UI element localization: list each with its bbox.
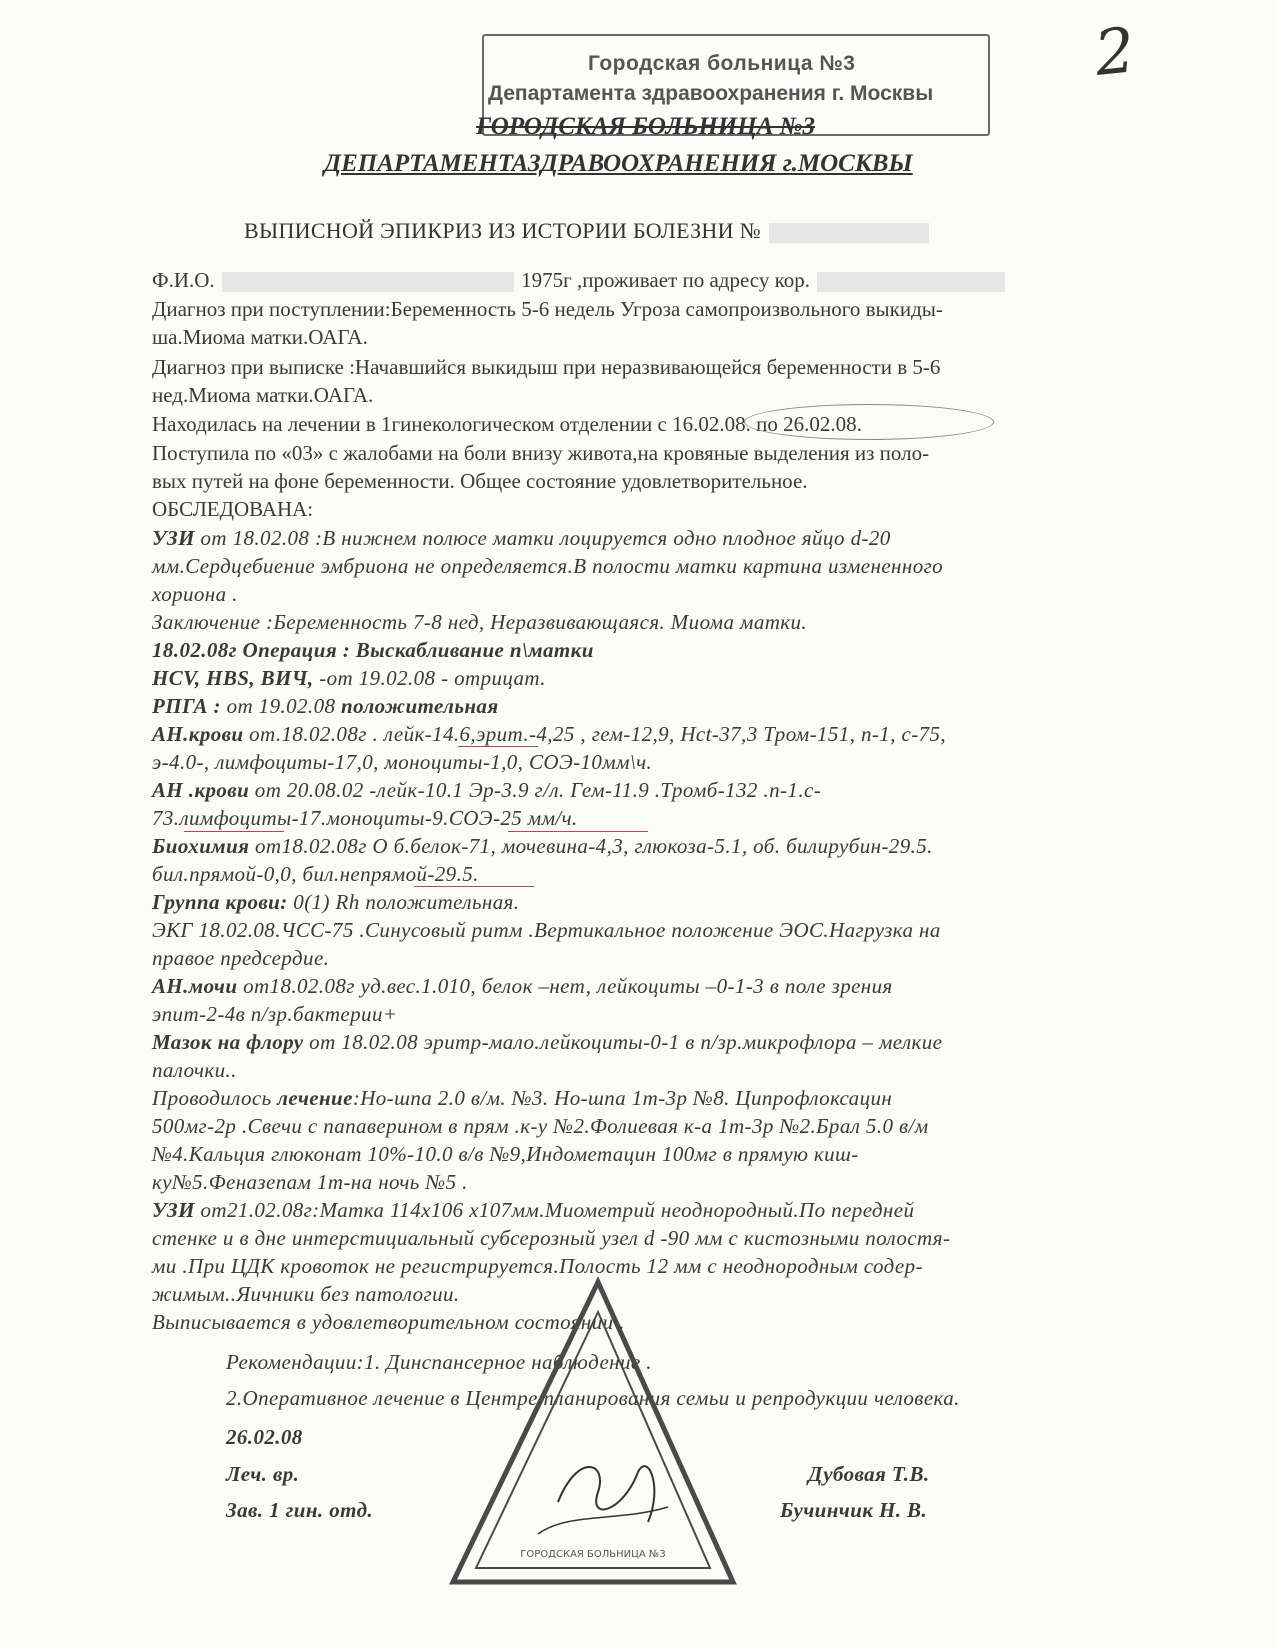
document-title-text: ВЫПИСНОЙ ЭПИКРИЗ ИЗ ИСТОРИИ БОЛЕЗНИ № xyxy=(244,218,761,243)
head-name: Бучинчик Н. В. xyxy=(780,1498,928,1522)
examined-heading: ОБСЛЕДОВАНА: xyxy=(152,497,314,521)
discharge-date: 26.02.08 xyxy=(226,1425,303,1449)
seal-text: ГОРОДСКАЯ БОЛЬНИЦА №3 xyxy=(520,1549,666,1560)
treatment xyxy=(152,1086,892,1111)
flora-smear-label: Мазок на флору xyxy=(152,1030,304,1054)
handdrawn-underline xyxy=(508,831,648,832)
rpga-label: РПГА : xyxy=(152,694,221,718)
ultrasound-2-text: от21.02.08г:Матка 114х106 х107мм.Миометрий неоднородный.По передней xyxy=(194,1198,915,1222)
ultrasound-1-cont-1: мм.Сердцебиение эмбриона не определяется.В полости матки картина измененного xyxy=(152,554,944,578)
head-label: Зав. 1 гин. отд. xyxy=(226,1498,374,1522)
blood-test-2 xyxy=(152,778,821,803)
biochemistry-cont: бил.прямой-0,0, бил.непрямой-29.5. xyxy=(152,862,479,886)
treatment-cont-3: ку№5.Феназепам 1т-на ночь №5 . xyxy=(152,1170,468,1194)
conclusion: Заключение :Беременность 7-8 нед, Неразвивающаяся. Миома матки. xyxy=(152,610,808,634)
recommendation-1: Рекомендации:1. Динспансерное наблюдение . xyxy=(226,1350,652,1374)
blood-test-1-cont: э-4.0-, лимфоциты-17,0, моноциты-1,0, СОЭ-10мм\ч. xyxy=(152,750,653,774)
rpga-date: от 19.02.08 xyxy=(220,694,342,718)
operation: 18.02.08г Операция : Выскабливание п\матки xyxy=(152,638,594,662)
blood-test-1-text: от.18.02.08г . лейк-14.6,эрит.-4,25 , гем-12,9, Hct-37,3 Тром-151, п-1, с-75, xyxy=(243,722,947,746)
blood-group xyxy=(152,890,519,915)
biochemistry-text: от18.02.08г О б.белок-71, мочевина-4,3, глюкоза-5.1, об. билирубин-29.5. xyxy=(249,834,933,858)
ultrasound-2 xyxy=(152,1198,914,1223)
blood-group-label: Группа крови: xyxy=(152,890,288,914)
blood-test-2-cont: 73.лимфоциты-17.моноциты-9.СОЭ-25 мм/ч. xyxy=(152,806,578,830)
treatment-prefix: Проводилось xyxy=(152,1086,278,1110)
ultrasound-1-cont-2: хориона . xyxy=(152,582,238,606)
biochemistry xyxy=(152,834,933,859)
ultrasound-2-cont-1: стенке и в дне интерстициальный субсерозный узел d -90 мм с кистозными полостя- xyxy=(152,1226,951,1250)
infection-tests-text: -от 19.02.08 - отрицат. xyxy=(313,666,546,690)
blood-test-2-text: от 20.08.02 -лейк-10.1 Эр-3.9 г/л. Гем-11.9 .Тромб-132 .п-1.с- xyxy=(249,778,822,802)
ecg: ЭКГ 18.02.08.ЧСС-75 .Синусовый ритм .Вертикальное положение ЭОС.Нагрузка на xyxy=(152,918,941,942)
urine-test-label: АН.мочи xyxy=(152,974,238,998)
urine-test-text: от18.02.08г уд.вес.1.010, белок –нет, лейкоциты –0-1-3 в поле зрения xyxy=(237,974,893,998)
blood-test-1 xyxy=(152,722,946,747)
infection-tests-label: HCV, HBS, ВИЧ, xyxy=(152,666,314,690)
document-title xyxy=(244,218,931,244)
stamp-line-2: Департамента здравоохранения г. Москвы xyxy=(488,82,934,105)
doctor-label: Леч. вр. xyxy=(226,1462,300,1486)
redacted-patient-name xyxy=(222,272,514,292)
fio-label: Ф.И.О. xyxy=(152,268,215,292)
hospital-name: ГОРОДСКАЯ БОЛЬНИЦА №3 xyxy=(476,113,816,140)
discharge-diagnosis-cont: нед.Миома матки.ОАГА. xyxy=(152,383,374,407)
flora-smear xyxy=(152,1030,942,1055)
blood-group-text: 0(1) Rh положительная. xyxy=(287,890,520,914)
birth-and-address: 1975г ,проживает по адресу кор. xyxy=(521,268,810,292)
redacted-record-number xyxy=(769,223,929,243)
handdrawn-underline xyxy=(458,746,538,747)
treatment-cont-1: 500мг-2р .Свечи с папаверином в прям .к-у №2.Фолиевая к-а 1т-3р №2.Брал 5.0 в/м xyxy=(152,1114,929,1138)
admission-complaints: Поступила по «03» с жалобами на боли внизу живота,на кровяные выделения из поло- xyxy=(152,441,930,465)
page-number: 2 xyxy=(1091,13,1139,90)
flora-smear-text: от 18.02.08 эритр-мало.лейкоциты-0-1 в п/зр.микрофлора – мелкие xyxy=(303,1030,943,1054)
admission-diagnosis-cont: ша.Миома матки.ОАГА. xyxy=(152,325,368,349)
admission-complaints-cont: вых путей на фоне беременности. Общее состояние удовлетворительное. xyxy=(152,469,808,493)
hospital-stay: Находилась на лечении в 1гинекологическом отделении с 16.02.08. по 26.02.08. xyxy=(152,412,862,436)
rpga-result: положительная xyxy=(341,694,499,718)
ultrasound-1-text: от 18.02.08 :В нижнем полюсе матки лоцируется одно плодное яйцо d-20 xyxy=(194,526,891,550)
rpga-test xyxy=(152,694,499,719)
ultrasound-2-cont-3: жимым..Яичники без патологии. xyxy=(152,1282,460,1306)
handdrawn-underline xyxy=(184,831,284,832)
stamp-line-1: Городская больница №3 xyxy=(588,52,856,75)
ultrasound-2-label: УЗИ xyxy=(152,1198,195,1222)
recommendation-2: 2.Оперативное лечение в Центре планирования семьи и репродукции человека. xyxy=(226,1386,960,1410)
treatment-text: :Но-шпа 2.0 в/м. №3. Но-шпа 1т-3р №8. Ципрофлоксацин xyxy=(352,1086,893,1110)
ultrasound-1 xyxy=(152,526,891,551)
blood-test-1-label: АН.крови xyxy=(152,722,244,746)
department-name: ДЕПАРТАМЕНТАЗДРАВООХРАНЕНИЯ г.МОСКВЫ xyxy=(324,150,913,177)
ecg-cont: правое предсердие. xyxy=(152,946,330,970)
urine-test xyxy=(152,974,893,999)
treatment-cont-2: №4.Кальция глюконат 10%-10.0 в/в №9,Индометацин 100мг в прямую киш- xyxy=(152,1142,859,1166)
biochemistry-label: Биохимия xyxy=(152,834,250,858)
treatment-label: лечение xyxy=(277,1086,353,1110)
ultrasound-1-label: УЗИ xyxy=(152,526,195,550)
redacted-address xyxy=(817,272,1005,292)
doctor-name: Дубовая Т.В. xyxy=(808,1462,930,1486)
admission-diagnosis: Диагноз при поступлении:Беременность 5-6 недель Угроза самопроизвольного выкиды- xyxy=(152,297,943,321)
infection-tests xyxy=(152,666,546,691)
discharge-diagnosis: Диагноз при выписке :Начавшийся выкидыш при неразвивающейся беременности в 5-6 xyxy=(152,355,941,379)
patient-line xyxy=(152,268,1007,293)
handdrawn-underline xyxy=(414,886,534,887)
triangular-seal-stamp xyxy=(448,1272,738,1597)
flora-smear-cont: палочки.. xyxy=(152,1058,237,1082)
ultrasound-2-cont-2: ми .При ЦДК кровоток не регистрируется.Полость 12 мм с неоднородным содер- xyxy=(152,1254,923,1278)
handdrawn-oval xyxy=(744,404,994,440)
urine-test-cont: эпит-2-4в п/зр.бактерии+ xyxy=(152,1002,398,1026)
discharge-status: Выписывается в удовлетворительном состоянии . xyxy=(152,1310,625,1334)
blood-test-2-label: АН .крови xyxy=(152,778,250,802)
